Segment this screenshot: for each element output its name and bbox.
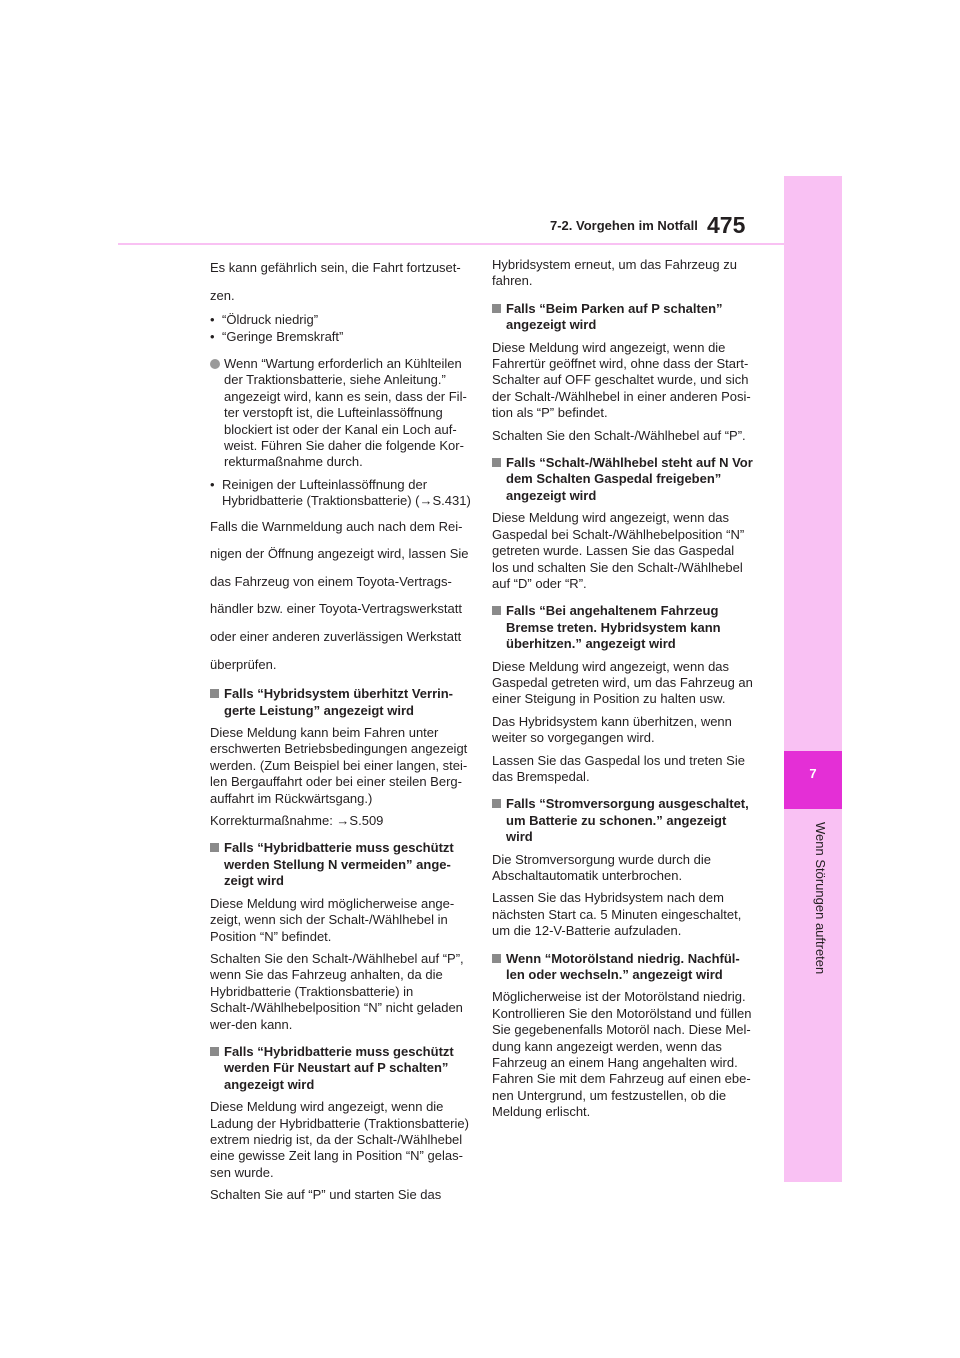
paragraph: Diese Meldung wird angezeigt, wenn das Gaspedal getreten wird, um das Fahrzeug an einer Steigung in Position zu halten usw. <box>492 658 753 707</box>
square-bullet-icon <box>492 606 501 615</box>
paragraph: Schalten Sie den Schalt-/Wählhebel auf “P”, wenn Sie das Fahrzeug anhalten, da die Hybridbatterie (Traktionsbatterie) in Schalt-/Wählhebelposition “N” nicht geladen wer-den kann. <box>210 950 464 1032</box>
heading-avoid-n: Falls “Hybridbatterie muss geschützt werden Stellung N vermeiden” ange-zeigt wird <box>210 840 472 889</box>
note-sub-bullet: • Reinigen der Lufteinlassöffnung der Hybridbatterie (Traktionsbatterie) (→S.431) <box>210 476 471 509</box>
square-bullet-icon <box>210 1047 219 1056</box>
paragraph: Hybridsystem erneut, um das Fahrzeug zu fahren. <box>492 257 737 289</box>
after-line-2: nigen der Öffnung angezeigt wird, lassen Sie <box>210 546 469 562</box>
note-item: Wenn “Wartung erforderlich an Kühlteilen der Traktionsbatterie, siehe Anleitung.” angezeigt wird, kann es sein, dass der Fil-ter verstopft ist, die Lufteinlassöffnung blockiert ist oder der Kanal ein Loch auf-weist. Führen Sie daher die folgende Kor-rekturmaßnahme durch. <box>210 356 472 471</box>
warning-bullet: • “Geringe Bremskraft” <box>210 328 344 344</box>
chapter-title: Wenn Störungen auftreten <box>813 822 828 975</box>
heading-restart-p: Falls “Hybridbatterie muss geschützt werden Für Neustart auf P schalten” angezeigt wird <box>210 1044 472 1093</box>
header-rule <box>118 243 784 245</box>
square-bullet-icon <box>492 458 501 467</box>
square-bullet-icon <box>492 954 501 963</box>
left-column <box>210 257 472 1210</box>
paragraph: Lassen Sie das Hybridsystem nach dem nächsten Start ca. 5 Minuten eingeschaltet, um die 12-V-Batterie aufzuladen. <box>492 890 742 939</box>
paragraph: Diese Meldung wird angezeigt, wenn das Gaspedal bei Schalt-/Wählhebelposition “N” getreten wurde. Lassen Sie das Gaspedal los und schalten Sie den Schalt-/Wählhebel auf “D” oder “R”. <box>492 510 745 591</box>
paragraph: Lassen Sie das Gaspedal los und treten Sie das Bremspedal. <box>492 752 745 784</box>
heading-brake: Falls “Bei angehaltenem Fahrzeug Bremse treten. Hybridsystem kann überhitzen.” angezeigt wird <box>492 603 754 652</box>
after-line-3: das Fahrzeug von einem Toyota-Vertrags- <box>210 573 452 589</box>
section-title: 7-2. Vorgehen im Notfall <box>550 218 698 233</box>
chapter-side-bar <box>784 176 842 1182</box>
after-line-5: oder einer anderen zuverlässigen Werkstatt <box>210 629 462 645</box>
after-line-4: händler bzw. einer Toyota-Vertragswerkstatt <box>210 601 462 617</box>
heading-power-off: Falls “Stromversorgung ausgeschaltet, um Batterie zu schonen.” angezeigt wird <box>492 796 754 845</box>
chapter-number: 7 <box>809 766 817 781</box>
circle-bullet-icon <box>210 359 220 369</box>
paragraph: Diese Meldung wird angezeigt, wenn die Ladung der Hybridbatterie (Traktionsbatterie) extrem niedrig ist, da der Schalt-/Wählhebel eine gewisse Zeit lang in Position “N” gelas-sen wurde. <box>210 1099 469 1180</box>
intro-line-1: Es kann gefährlich sein, die Fahrt fortzuset- <box>210 260 461 275</box>
paragraph: Schalten Sie den Schalt-/Wählhebel auf “P”. <box>492 427 746 443</box>
right-column <box>492 257 754 1127</box>
after-line-1: Falls die Warnmeldung auch nach dem Rei- <box>210 518 463 534</box>
page-number: 475 <box>707 212 746 238</box>
paragraph: Möglicherweise ist der Motorölstand niedrig. Kontrollieren Sie den Motorölstand und füllen Sie gegebenenfalls Motoröl nach. Diese Mel-dung kann angezeigt werden, wenn das Fahrzeug an einem Hang angehalten wird. Fahren Sie mit dem Fahrzeug auf einen ebe-nen Untergrund, um festzustellen, ob die Meldung erlischt. <box>492 989 752 1120</box>
paragraph: Korrekturmaßnahme: →S.509 <box>210 813 384 829</box>
heading-oil-level: Wenn “Motorölstand niedrig. Nachfül-len oder wechseln.” angezeigt wird <box>492 951 754 984</box>
paragraph: Die Stromversorgung wurde durch die Abschaltautomatik unterbrochen. <box>492 851 711 883</box>
square-bullet-icon <box>492 304 501 313</box>
paragraph: Schalten Sie auf “P” und starten Sie das <box>210 1187 442 1203</box>
square-bullet-icon <box>492 799 501 808</box>
intro-line-2: zen. <box>210 287 235 303</box>
square-bullet-icon <box>210 843 219 852</box>
paragraph: Diese Meldung wird angezeigt, wenn die Fahrertür geöffnet wird, ohne dass der Start-Schalter auf OFF geschaltet wurde, und sich der Schalt-/Wählhebel in einer anderen Posi-tion als “P” befindet. <box>492 339 751 421</box>
heading-overheat: Falls “Hybridsystem überhitzt Verrin-gerte Leistung” angezeigt wird <box>210 686 472 719</box>
paragraph: Diese Meldung wird möglicherweise ange-zeigt, wenn sich der Schalt-/Wählhebel in Position “N” befindet. <box>210 895 455 944</box>
heading-park-p: Falls “Beim Parken auf P schalten” angezeigt wird <box>492 301 754 334</box>
heading-release-pedal: Falls “Schalt-/Wählhebel steht auf N Vor dem Schalten Gaspedal freigeben” angezeigt wird <box>492 455 754 504</box>
after-line-6: überprüfen. <box>210 656 277 672</box>
paragraph: Diese Meldung kann beim Fahren unter erschwerten Betriebsbedingungen angezeigt werden. (Zum Beispiel bei einer langen, stei-len Bergauffahrt oder bei einer steilen Berg-auffahrt im Rückwärtsgang.) <box>210 725 468 806</box>
paragraph: Das Hybridsystem kann überhitzen, wenn weiter so vorgegangen wird. <box>492 713 732 746</box>
square-bullet-icon <box>210 689 219 698</box>
warning-bullet: • “Öldruck niedrig” <box>210 312 319 328</box>
